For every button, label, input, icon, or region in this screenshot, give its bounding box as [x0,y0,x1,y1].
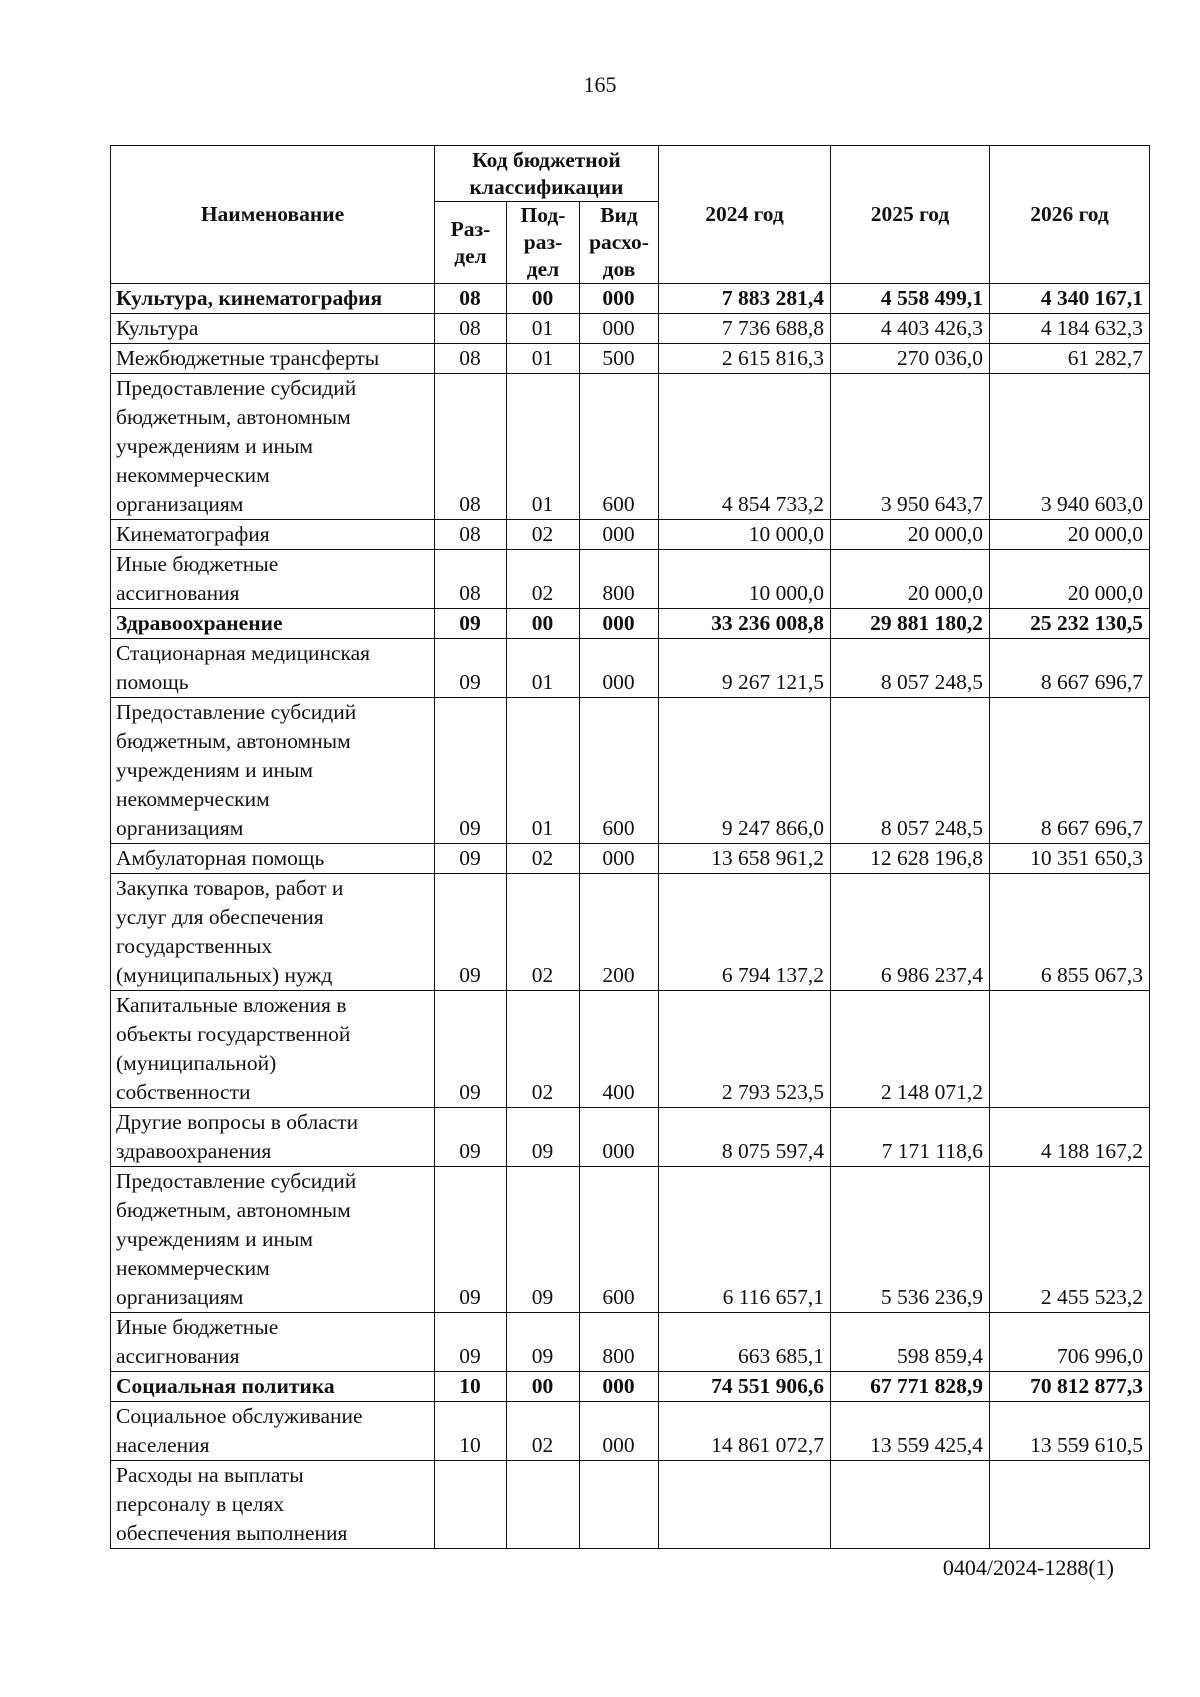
row-razdel: 08 [435,344,507,374]
row-podrazdel: 02 [507,844,580,874]
row-razdel: 08 [435,374,507,520]
table-header [111,146,1150,284]
header-name: Наименование [111,146,435,284]
row-vid-rashodov: 800 [580,550,659,609]
row-value-2024: 6 794 137,2 [659,874,831,991]
row-value-2025 [831,1461,990,1549]
table-row [111,698,1150,844]
row-vid-rashodov: 600 [580,698,659,844]
row-value-2025: 5 536 236,9 [831,1167,990,1313]
row-podrazdel: 01 [507,314,580,344]
row-vid-rashodov: 000 [580,1108,659,1167]
row-value-2026: 6 855 067,3 [990,874,1150,991]
row-podrazdel: 00 [507,609,580,639]
row-vid-rashodov: 000 [580,609,659,639]
row-podrazdel: 01 [507,374,580,520]
table-row [111,550,1150,609]
row-value-2024: 74 551 906,6 [659,1372,831,1402]
row-value-2026: 20 000,0 [990,550,1150,609]
row-value-2025: 4 403 426,3 [831,314,990,344]
row-value-2024 [659,1461,831,1549]
header-podrazdel: Под- раз- дел [507,202,580,284]
row-vid-rashodov: 000 [580,844,659,874]
row-value-2024: 13 658 961,2 [659,844,831,874]
row-value-2025: 67 771 828,9 [831,1372,990,1402]
row-vid-rashodov: 000 [580,284,659,314]
row-podrazdel: 00 [507,284,580,314]
row-value-2024: 2 615 816,3 [659,344,831,374]
row-podrazdel: 02 [507,1402,580,1461]
row-razdel: 09 [435,609,507,639]
row-razdel: 09 [435,1108,507,1167]
row-value-2024: 6 116 657,1 [659,1167,831,1313]
row-value-2024: 14 861 072,7 [659,1402,831,1461]
row-value-2024: 2 793 523,5 [659,991,831,1108]
table-row [111,1108,1150,1167]
page-number: 165 [583,72,617,97]
row-razdel: 08 [435,520,507,550]
row-value-2024: 4 854 733,2 [659,374,831,520]
header-year-2024: 2024 год [659,146,831,284]
header-year-2025: 2025 год [831,146,990,284]
table-row [111,991,1150,1108]
row-value-2024: 8 075 597,4 [659,1108,831,1167]
row-value-2024: 7 736 688,8 [659,314,831,344]
row-razdel: 08 [435,550,507,609]
row-value-2025: 12 628 196,8 [831,844,990,874]
table-row [111,874,1150,991]
table-row [111,1461,1150,1549]
row-name: Кинематография [111,520,435,550]
row-value-2024: 9 247 866,0 [659,698,831,844]
row-vid-rashodov: 600 [580,1167,659,1313]
row-razdel: 09 [435,991,507,1108]
document-id: 0404/2024-1288(1) [942,1555,1114,1580]
header-year-2026: 2026 год [990,146,1150,284]
row-value-2025: 20 000,0 [831,520,990,550]
row-value-2025: 20 000,0 [831,550,990,609]
row-vid-rashodov: 000 [580,639,659,698]
table-row [111,639,1150,698]
row-value-2025: 7 171 118,6 [831,1108,990,1167]
table-row [111,1372,1150,1402]
row-vid-rashodov: 000 [580,1372,659,1402]
row-razdel: 09 [435,639,507,698]
row-name: Стационарная медицинская помощь [111,639,435,698]
row-podrazdel: 01 [507,639,580,698]
table-row [111,1402,1150,1461]
row-name: Капитальные вложения в объекты государственной (муниципальной) собственности [111,991,435,1108]
row-razdel [435,1461,507,1549]
table-row [111,520,1150,550]
row-value-2024: 10 000,0 [659,520,831,550]
row-name: Культура, кинематография [111,284,435,314]
row-value-2026: 2 455 523,2 [990,1167,1150,1313]
row-value-2026: 706 996,0 [990,1313,1150,1372]
row-vid-rashodov: 400 [580,991,659,1108]
row-razdel: 08 [435,284,507,314]
row-podrazdel: 02 [507,874,580,991]
row-value-2026: 4 188 167,2 [990,1108,1150,1167]
row-name: Расходы на выплаты персоналу в целях обеспечения выполнения [111,1461,435,1549]
row-value-2026 [990,991,1150,1108]
row-razdel: 09 [435,844,507,874]
row-value-2025: 2 148 071,2 [831,991,990,1108]
row-value-2026: 3 940 603,0 [990,374,1150,520]
row-value-2024: 663 685,1 [659,1313,831,1372]
row-name: Социальное обслуживание населения [111,1402,435,1461]
row-podrazdel: 02 [507,520,580,550]
header-vid-rashodov: Вид расхо- дов [580,202,659,284]
table-row [111,1167,1150,1313]
table-row [111,374,1150,520]
table-row [111,1313,1150,1372]
header-code-group: Код бюджетной классификации [435,146,659,202]
row-razdel: 08 [435,314,507,344]
row-name: Закупка товаров, работ и услуг для обеспечения государственных (муниципальных) нужд [111,874,435,991]
row-value-2025: 3 950 643,7 [831,374,990,520]
row-value-2026 [990,1461,1150,1549]
row-name: Предоставление субсидий бюджетным, автономным учреждениям и иным некоммерческим организациям [111,698,435,844]
row-vid-rashodov: 800 [580,1313,659,1372]
row-value-2025: 4 558 499,1 [831,284,990,314]
row-vid-rashodov: 500 [580,344,659,374]
row-name: Здравоохранение [111,609,435,639]
row-name: Культура [111,314,435,344]
row-podrazdel [507,1461,580,1549]
row-value-2024: 10 000,0 [659,550,831,609]
row-podrazdel: 09 [507,1313,580,1372]
header-razdel: Раз- дел [435,202,507,284]
row-value-2024: 7 883 281,4 [659,284,831,314]
budget-table [110,145,1150,1549]
row-vid-rashodov: 000 [580,1402,659,1461]
row-podrazdel: 00 [507,1372,580,1402]
row-name: Иные бюджетные ассигнования [111,550,435,609]
table-row [111,609,1150,639]
row-podrazdel: 09 [507,1108,580,1167]
table-row [111,284,1150,314]
row-value-2025: 8 057 248,5 [831,698,990,844]
row-value-2026: 10 351 650,3 [990,844,1150,874]
row-value-2026: 4 184 632,3 [990,314,1150,344]
row-value-2026: 70 812 877,3 [990,1372,1150,1402]
row-value-2025: 6 986 237,4 [831,874,990,991]
row-vid-rashodov: 600 [580,374,659,520]
row-razdel: 09 [435,874,507,991]
row-name: Межбюджетные трансферты [111,344,435,374]
row-value-2025: 29 881 180,2 [831,609,990,639]
row-podrazdel: 02 [507,550,580,609]
row-vid-rashodov: 200 [580,874,659,991]
row-name: Другие вопросы в области здравоохранения [111,1108,435,1167]
row-name: Предоставление субсидий бюджетным, автономным учреждениям и иным некоммерческим организациям [111,1167,435,1313]
row-value-2026: 61 282,7 [990,344,1150,374]
row-value-2025: 270 036,0 [831,344,990,374]
row-podrazdel: 01 [507,344,580,374]
row-value-2026: 8 667 696,7 [990,639,1150,698]
row-razdel: 09 [435,698,507,844]
row-vid-rashodov: 000 [580,314,659,344]
table-row [111,344,1150,374]
row-value-2026: 8 667 696,7 [990,698,1150,844]
table-body [111,284,1150,1549]
row-podrazdel: 02 [507,991,580,1108]
row-podrazdel: 09 [507,1167,580,1313]
row-vid-rashodov: 000 [580,520,659,550]
row-razdel: 10 [435,1402,507,1461]
row-name: Предоставление субсидий бюджетным, автономным учреждениям и иным некоммерческим организациям [111,374,435,520]
row-value-2025: 598 859,4 [831,1313,990,1372]
row-value-2025: 13 559 425,4 [831,1402,990,1461]
row-name: Социальная политика [111,1372,435,1402]
row-value-2024: 33 236 008,8 [659,609,831,639]
row-name: Амбулаторная помощь [111,844,435,874]
row-value-2026: 20 000,0 [990,520,1150,550]
row-value-2024: 9 267 121,5 [659,639,831,698]
row-value-2026: 25 232 130,5 [990,609,1150,639]
row-name: Иные бюджетные ассигнования [111,1313,435,1372]
row-razdel: 09 [435,1313,507,1372]
row-value-2026: 13 559 610,5 [990,1402,1150,1461]
row-razdel: 09 [435,1167,507,1313]
table-row [111,844,1150,874]
table-row [111,314,1150,344]
row-podrazdel: 01 [507,698,580,844]
row-razdel: 10 [435,1372,507,1402]
row-value-2025: 8 057 248,5 [831,639,990,698]
row-value-2026: 4 340 167,1 [990,284,1150,314]
row-vid-rashodov [580,1461,659,1549]
